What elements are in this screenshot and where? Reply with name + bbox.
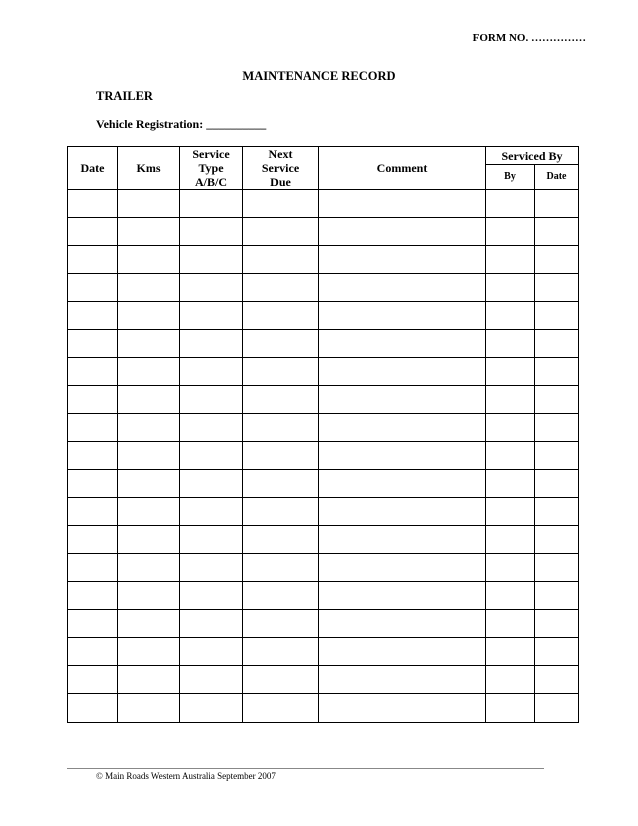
cell-date[interactable] — [68, 442, 118, 470]
next-service-line-1: Next — [268, 147, 293, 161]
cell-kms[interactable] — [118, 498, 180, 526]
cell-serviced-by[interactable] — [486, 246, 535, 274]
cell-serviced-by[interactable] — [486, 638, 535, 666]
column-header-serviced-by: Serviced By — [486, 147, 579, 165]
cell-date[interactable] — [68, 358, 118, 386]
cell-date[interactable] — [68, 386, 118, 414]
cell-kms[interactable] — [118, 442, 180, 470]
cell-serviced-date[interactable] — [535, 190, 579, 218]
cell-serviced-date[interactable] — [535, 218, 579, 246]
table-row — [68, 330, 579, 358]
cell-comment[interactable] — [319, 442, 486, 470]
cell-next-service-due[interactable] — [243, 358, 319, 386]
cell-next-service-due[interactable] — [243, 246, 319, 274]
cell-date[interactable] — [68, 526, 118, 554]
cell-next-service-due[interactable] — [243, 218, 319, 246]
cell-kms[interactable] — [118, 470, 180, 498]
cell-service-type[interactable] — [180, 190, 243, 218]
cell-serviced-date[interactable] — [535, 246, 579, 274]
cell-service-type[interactable] — [180, 246, 243, 274]
cell-serviced-date[interactable] — [535, 582, 579, 610]
cell-comment[interactable] — [319, 498, 486, 526]
cell-service-type[interactable] — [180, 694, 243, 723]
cell-service-type[interactable] — [180, 554, 243, 582]
cell-comment[interactable] — [319, 610, 486, 638]
cell-date[interactable] — [68, 330, 118, 358]
cell-serviced-by[interactable] — [486, 386, 535, 414]
cell-next-service-due[interactable] — [243, 554, 319, 582]
table-row — [68, 358, 579, 386]
cell-service-type[interactable] — [180, 666, 243, 694]
cell-service-type[interactable] — [180, 526, 243, 554]
cell-serviced-by[interactable] — [486, 442, 535, 470]
cell-kms[interactable] — [118, 610, 180, 638]
cell-service-type[interactable] — [180, 470, 243, 498]
cell-serviced-date[interactable] — [535, 386, 579, 414]
cell-service-type[interactable] — [180, 386, 243, 414]
cell-comment[interactable] — [319, 358, 486, 386]
cell-date[interactable] — [68, 638, 118, 666]
cell-serviced-date[interactable] — [535, 274, 579, 302]
cell-serviced-by[interactable] — [486, 498, 535, 526]
cell-serviced-by[interactable] — [486, 358, 535, 386]
cell-kms[interactable] — [118, 554, 180, 582]
cell-kms[interactable] — [118, 302, 180, 330]
cell-date[interactable] — [68, 246, 118, 274]
cell-comment[interactable] — [319, 386, 486, 414]
cell-comment[interactable] — [319, 694, 486, 723]
cell-kms[interactable] — [118, 218, 180, 246]
cell-next-service-due[interactable] — [243, 274, 319, 302]
service-type-line-1: Service — [192, 147, 230, 161]
cell-comment[interactable] — [319, 554, 486, 582]
cell-serviced-date[interactable] — [535, 498, 579, 526]
cell-comment[interactable] — [319, 470, 486, 498]
maintenance-record-table — [67, 146, 579, 723]
cell-serviced-date[interactable] — [535, 526, 579, 554]
cell-comment[interactable] — [319, 526, 486, 554]
table-row — [68, 386, 579, 414]
table-row — [68, 554, 579, 582]
table-row — [68, 442, 579, 470]
table-row — [68, 274, 579, 302]
cell-next-service-due[interactable] — [243, 386, 319, 414]
cell-kms[interactable] — [118, 666, 180, 694]
cell-next-service-due[interactable] — [243, 190, 319, 218]
table-row — [68, 694, 579, 723]
cell-serviced-date[interactable] — [535, 554, 579, 582]
cell-serviced-by[interactable] — [486, 582, 535, 610]
cell-serviced-by[interactable] — [486, 526, 535, 554]
cell-serviced-by[interactable] — [486, 190, 535, 218]
next-service-line-2: Service — [261, 161, 300, 175]
cell-serviced-by[interactable] — [486, 470, 535, 498]
column-header-by: By — [486, 165, 535, 190]
cell-next-service-due[interactable] — [243, 638, 319, 666]
cell-next-service-due[interactable] — [243, 414, 319, 442]
cell-next-service-due[interactable] — [243, 498, 319, 526]
cell-serviced-by[interactable] — [486, 302, 535, 330]
table-row — [68, 218, 579, 246]
cell-date[interactable] — [68, 470, 118, 498]
cell-serviced-date[interactable] — [535, 302, 579, 330]
cell-serviced-by[interactable] — [486, 666, 535, 694]
table-row — [68, 190, 579, 218]
cell-service-type[interactable] — [180, 498, 243, 526]
cell-next-service-due[interactable] — [243, 442, 319, 470]
cell-next-service-due[interactable] — [243, 302, 319, 330]
cell-serviced-date[interactable] — [535, 414, 579, 442]
cell-serviced-date[interactable] — [535, 666, 579, 694]
page-title: MAINTENANCE RECORD — [242, 69, 396, 83]
table-row — [68, 498, 579, 526]
cell-next-service-due[interactable] — [243, 526, 319, 554]
column-header-comment: Comment — [319, 147, 486, 190]
cell-date[interactable] — [68, 274, 118, 302]
table-row — [68, 470, 579, 498]
cell-service-type[interactable] — [180, 218, 243, 246]
cell-next-service-due[interactable] — [243, 470, 319, 498]
form-number: FORM NO. …………… — [472, 32, 586, 44]
cell-date[interactable] — [68, 414, 118, 442]
cell-kms[interactable] — [118, 638, 180, 666]
cell-date[interactable] — [68, 498, 118, 526]
service-type-line-2: Type — [198, 161, 224, 175]
column-header-serviced-date: Date — [535, 165, 579, 190]
column-header-date: Date — [68, 147, 118, 190]
cell-serviced-date[interactable] — [535, 470, 579, 498]
cell-kms[interactable] — [118, 582, 180, 610]
cell-comment[interactable] — [319, 218, 486, 246]
cell-kms[interactable] — [118, 414, 180, 442]
cell-serviced-date[interactable] — [535, 358, 579, 386]
footer-divider — [67, 768, 544, 769]
cell-serviced-date[interactable] — [535, 442, 579, 470]
footer-copyright: © Main Roads Western Australia September 2007 — [96, 771, 276, 781]
header-row-1 — [68, 147, 579, 165]
table-row — [68, 638, 579, 666]
table-row — [68, 302, 579, 330]
cell-date[interactable] — [68, 610, 118, 638]
table-row — [68, 414, 579, 442]
cell-serviced-by[interactable] — [486, 610, 535, 638]
cell-kms[interactable] — [118, 330, 180, 358]
cell-next-service-due[interactable] — [243, 694, 319, 723]
cell-kms[interactable] — [118, 358, 180, 386]
cell-next-service-due[interactable] — [243, 582, 319, 610]
cell-serviced-by[interactable] — [486, 554, 535, 582]
page-subtitle: TRAILER — [96, 89, 153, 103]
table-row — [68, 526, 579, 554]
table-row — [68, 246, 579, 274]
cell-serviced-date[interactable] — [535, 694, 579, 723]
cell-comment[interactable] — [319, 274, 486, 302]
cell-service-type[interactable] — [180, 638, 243, 666]
cell-serviced-by[interactable] — [486, 694, 535, 723]
cell-service-type[interactable] — [180, 330, 243, 358]
vehicle-registration-field[interactable]: Vehicle Registration: __________ — [96, 117, 267, 131]
next-service-line-3: Due — [270, 175, 291, 189]
cell-kms[interactable] — [118, 274, 180, 302]
cell-serviced-by[interactable] — [486, 414, 535, 442]
table-row — [68, 610, 579, 638]
cell-date[interactable] — [68, 554, 118, 582]
cell-next-service-due[interactable] — [243, 610, 319, 638]
column-header-service-type — [180, 147, 243, 190]
service-type-line-3: A/B/C — [194, 175, 227, 189]
table-row — [68, 582, 579, 610]
record-body — [68, 190, 579, 723]
cell-comment[interactable] — [319, 666, 486, 694]
cell-kms[interactable] — [118, 246, 180, 274]
cell-kms[interactable] — [118, 526, 180, 554]
cell-serviced-date[interactable] — [535, 638, 579, 666]
cell-service-type[interactable] — [180, 302, 243, 330]
cell-date[interactable] — [68, 302, 118, 330]
cell-comment[interactable] — [319, 638, 486, 666]
cell-serviced-by[interactable] — [486, 330, 535, 358]
cell-service-type[interactable] — [180, 442, 243, 470]
cell-service-type[interactable] — [180, 582, 243, 610]
cell-comment[interactable] — [319, 302, 486, 330]
cell-serviced-by[interactable] — [486, 274, 535, 302]
cell-date[interactable] — [68, 694, 118, 723]
cell-service-type[interactable] — [180, 274, 243, 302]
column-header-next-service-due — [243, 147, 319, 190]
cell-date[interactable] — [68, 190, 118, 218]
cell-date[interactable] — [68, 666, 118, 694]
cell-serviced-date[interactable] — [535, 610, 579, 638]
cell-serviced-date[interactable] — [535, 330, 579, 358]
cell-service-type[interactable] — [180, 358, 243, 386]
cell-comment[interactable] — [319, 582, 486, 610]
cell-kms[interactable] — [118, 694, 180, 723]
cell-service-type[interactable] — [180, 414, 243, 442]
table-row — [68, 666, 579, 694]
column-header-kms: Kms — [118, 147, 180, 190]
cell-date[interactable] — [68, 218, 118, 246]
cell-service-type[interactable] — [180, 610, 243, 638]
cell-comment[interactable] — [319, 246, 486, 274]
cell-comment[interactable] — [319, 330, 486, 358]
cell-comment[interactable] — [319, 190, 486, 218]
cell-date[interactable] — [68, 582, 118, 610]
cell-next-service-due[interactable] — [243, 330, 319, 358]
cell-kms[interactable] — [118, 190, 180, 218]
cell-serviced-by[interactable] — [486, 218, 535, 246]
cell-kms[interactable] — [118, 386, 180, 414]
cell-next-service-due[interactable] — [243, 666, 319, 694]
cell-comment[interactable] — [319, 414, 486, 442]
